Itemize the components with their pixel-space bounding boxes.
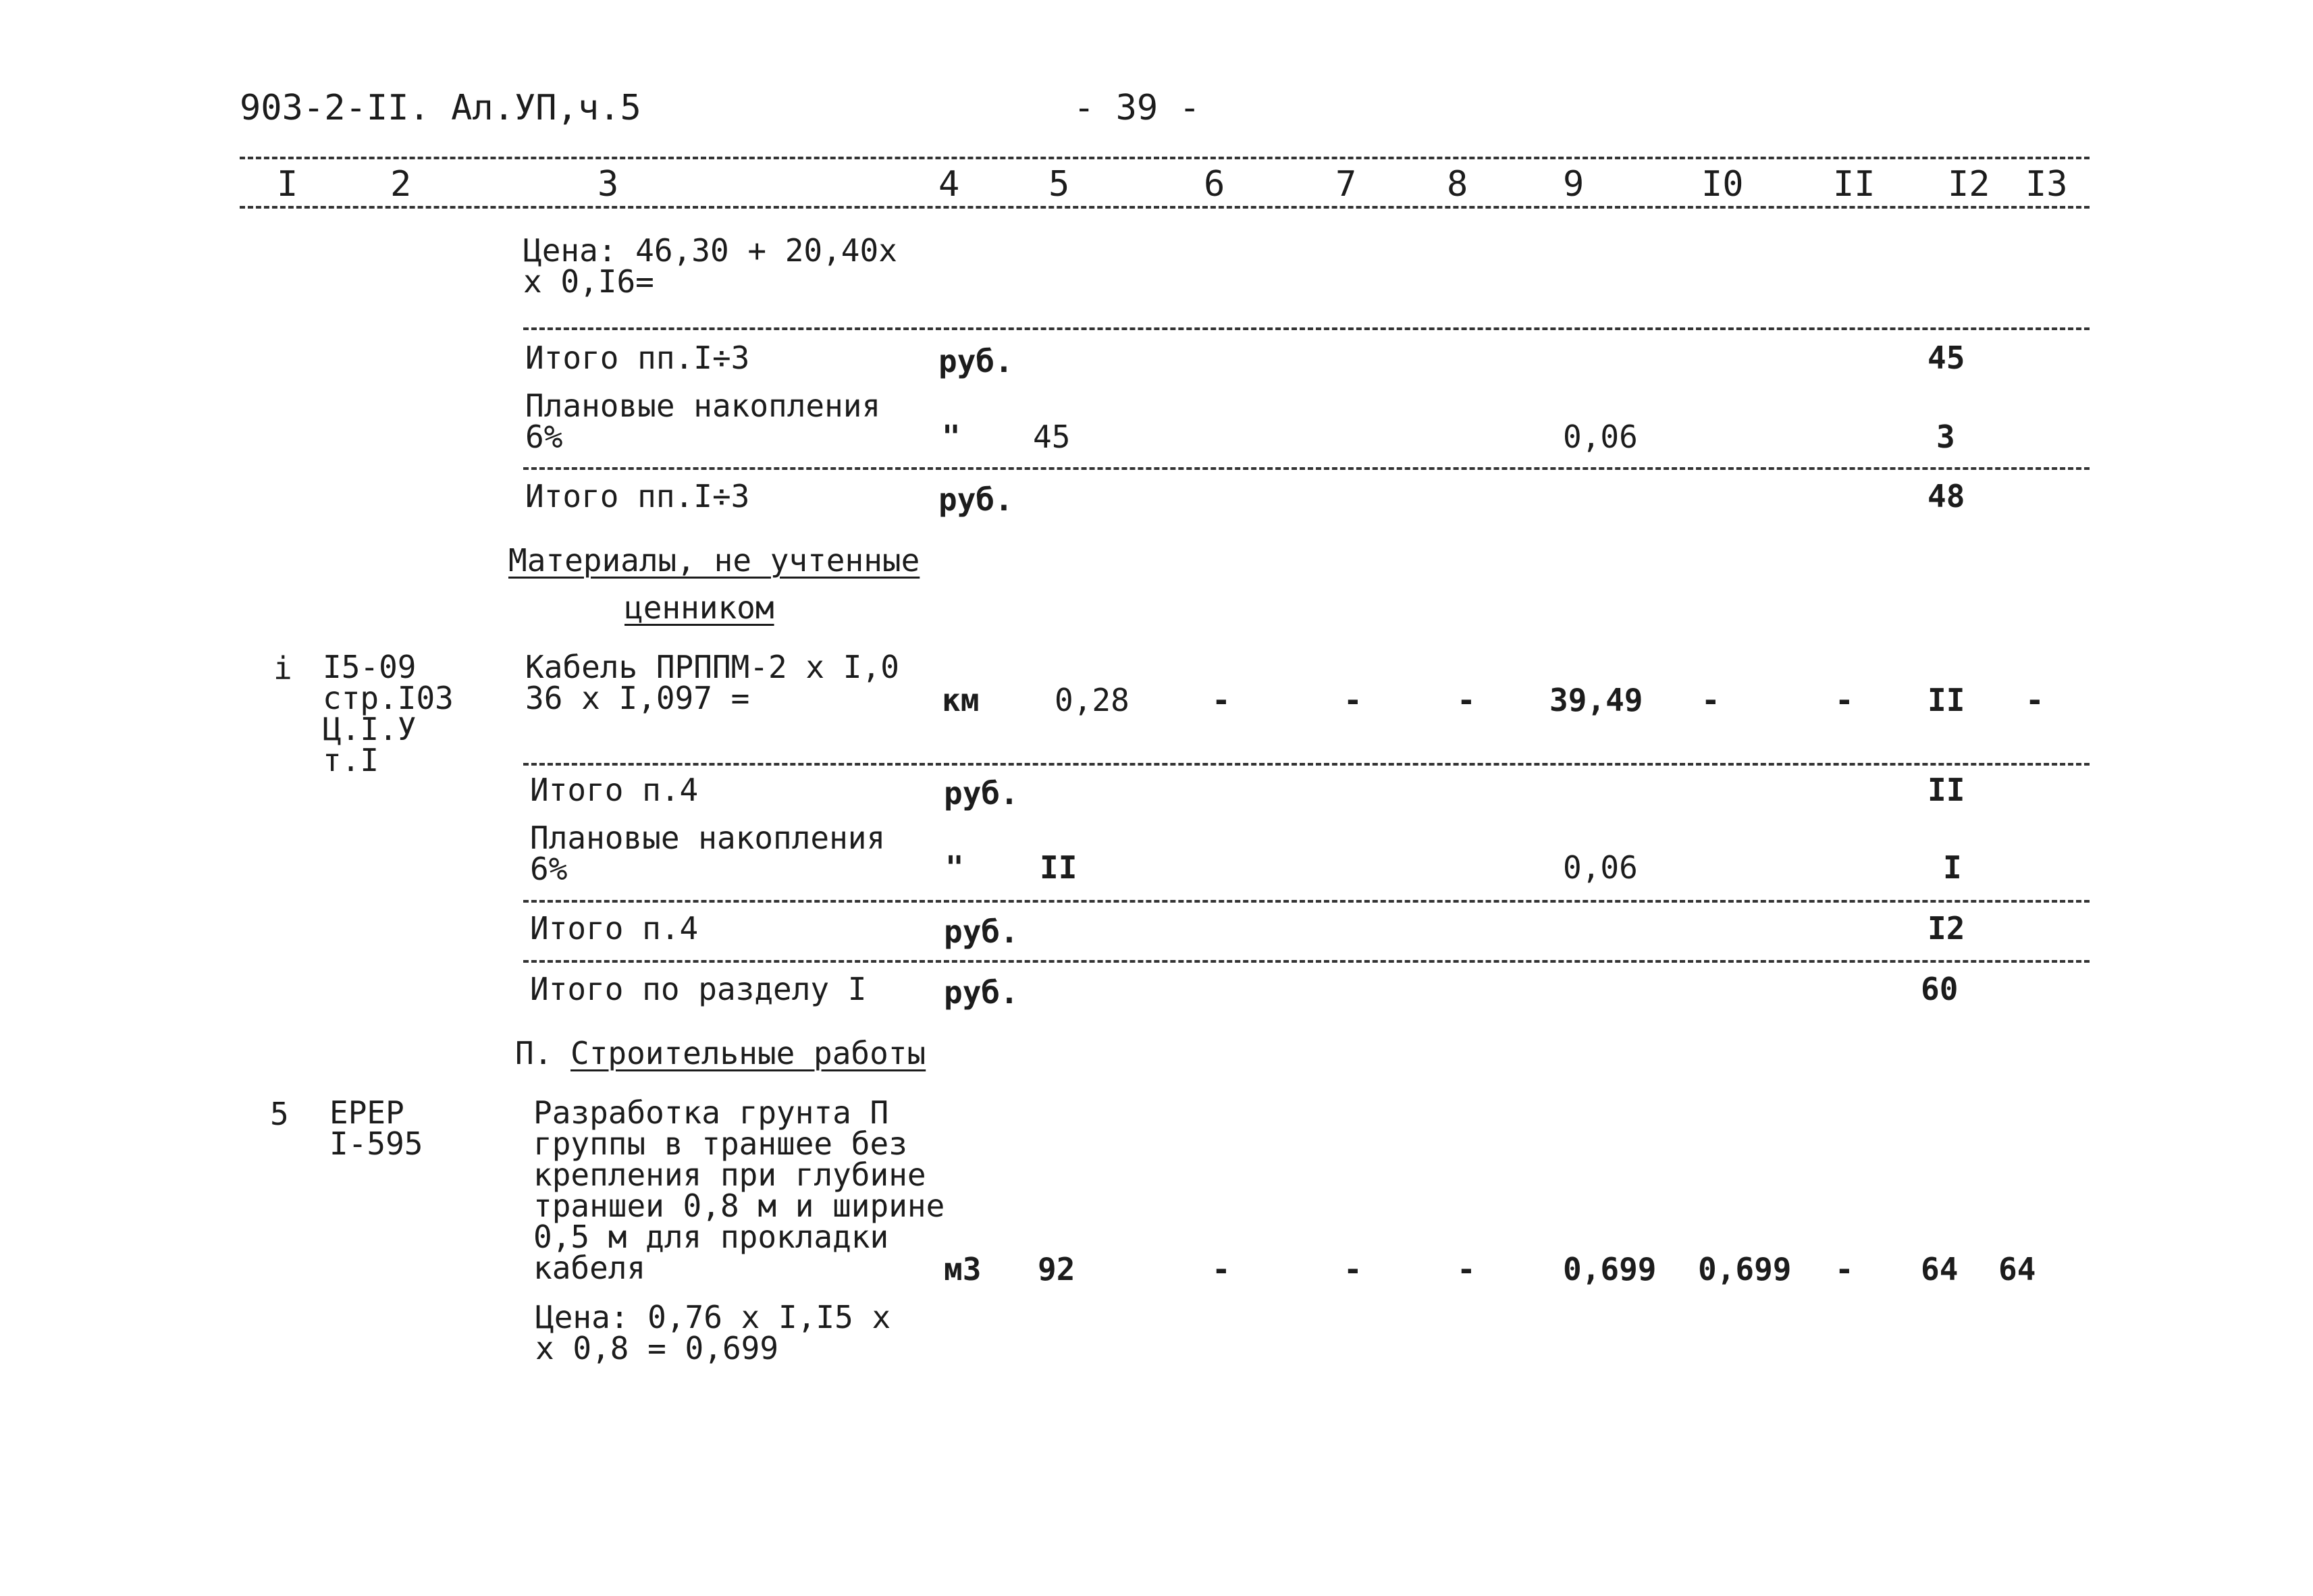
- row-c6: -: [1212, 682, 1231, 718]
- row-c8: -: [1457, 1251, 1476, 1287]
- row-c6: -: [1212, 1251, 1231, 1287]
- row-total: I: [1943, 849, 1962, 886]
- col-header-7: 7: [1335, 164, 1357, 205]
- row-total: II: [1928, 682, 1965, 718]
- row-label: Итого п.4: [530, 910, 699, 947]
- row-total: 64: [1921, 1251, 1959, 1287]
- divider-5: [523, 960, 2090, 963]
- col-header-2: 2: [390, 164, 412, 205]
- row-c5: 92: [1038, 1251, 1075, 1287]
- col-header-10: I0: [1701, 164, 1744, 205]
- row-total: 48: [1928, 478, 1965, 514]
- header-rule-top: [240, 157, 2090, 159]
- row-total: 60: [1921, 971, 1959, 1007]
- row-unit: руб.: [938, 343, 1013, 379]
- row-unit: км: [942, 682, 980, 718]
- row-c13: -: [2025, 682, 2044, 718]
- row-c9: 39,49: [1549, 682, 1643, 718]
- col-header-12: I2: [1948, 164, 1990, 205]
- row-c11: -: [1835, 682, 1854, 718]
- doc-code: 903-2-II. Ал.УП,ч.5: [240, 88, 641, 128]
- col-header-11: II: [1833, 164, 1876, 205]
- row-unit: руб.: [944, 913, 1019, 950]
- row-unit: м3: [944, 1251, 982, 1287]
- row-unit: руб.: [944, 775, 1019, 812]
- row-c9: 0,06: [1563, 849, 1638, 886]
- row-total: I2: [1928, 910, 1965, 947]
- row-unit: ": [942, 419, 961, 455]
- row-number: 5: [270, 1096, 289, 1132]
- row-c7: -: [1344, 1251, 1362, 1287]
- price-note-5: Цена: 0,76 х I,I5 х х 0,8 = 0,699: [535, 1299, 891, 1366]
- row-c9: 0,06: [1563, 419, 1638, 455]
- row-c11: -: [1835, 1251, 1854, 1287]
- row-c10: -: [1701, 682, 1720, 718]
- row-c7: -: [1344, 682, 1362, 718]
- row-total: 3: [1936, 419, 1955, 455]
- divider-3: [523, 763, 2090, 766]
- row-c13: 64: [1998, 1251, 2036, 1287]
- row-total: II: [1928, 772, 1965, 808]
- section-heading: Строительные работы: [570, 1035, 926, 1071]
- col-header-3: 3: [597, 164, 619, 205]
- row-label: Итого пп.I÷3: [525, 478, 750, 514]
- row-label: Итого п.4: [530, 772, 699, 808]
- row-number: i: [273, 650, 292, 687]
- row-description: Разработка грунта П группы в траншее без крепления при глубине траншеи 0,8 м и ширине 0,5 м для прокладки кабеля: [533, 1094, 945, 1286]
- section-heading-continued: ценником: [624, 589, 774, 626]
- row-label: Плановые накопления 6%: [530, 820, 886, 887]
- divider-1: [523, 327, 2090, 330]
- row-c5: II: [1040, 849, 1078, 886]
- row-label: Плановые накопления 6%: [525, 388, 881, 455]
- row-c5: 45: [1033, 419, 1071, 455]
- divider-4: [523, 900, 2090, 903]
- row-label: Итого пп.I÷3: [525, 340, 750, 376]
- divider-2: [523, 467, 2090, 470]
- section-heading: Материалы, не учтенные: [508, 542, 920, 579]
- row-unit: руб.: [944, 974, 1019, 1011]
- section-number: П.: [515, 1035, 553, 1071]
- col-header-8: 8: [1447, 164, 1468, 205]
- col-header-1: I: [277, 164, 298, 205]
- header-rule-bottom: [240, 206, 2090, 209]
- col-header-13: I3: [2025, 164, 2068, 205]
- row-c5: 0,28: [1055, 682, 1129, 718]
- row-unit: руб.: [938, 481, 1013, 518]
- row-c8: -: [1457, 682, 1476, 718]
- row-c9: 0,699: [1563, 1251, 1657, 1287]
- row-description: Кабель ПРППМ-2 х I,0 36 х I,097 =: [525, 649, 899, 716]
- page-number: - 39 -: [1073, 88, 1200, 128]
- row-total: 45: [1928, 340, 1965, 376]
- row-c10: 0,699: [1698, 1251, 1792, 1287]
- row-unit: ": [945, 849, 964, 886]
- row-label: Итого по разделу I: [530, 971, 867, 1007]
- col-header-5: 5: [1048, 164, 1070, 205]
- row-reference: ЕРЕР I-595: [329, 1094, 423, 1162]
- row-reference: I5-09 стр.I03 Ц.I.У т.I: [323, 649, 454, 778]
- col-header-4: 4: [938, 164, 960, 205]
- col-header-6: 6: [1204, 164, 1225, 205]
- price-note-1: Цена: 46,30 + 20,40х х 0,I6=: [523, 232, 897, 300]
- col-header-9: 9: [1563, 164, 1585, 205]
